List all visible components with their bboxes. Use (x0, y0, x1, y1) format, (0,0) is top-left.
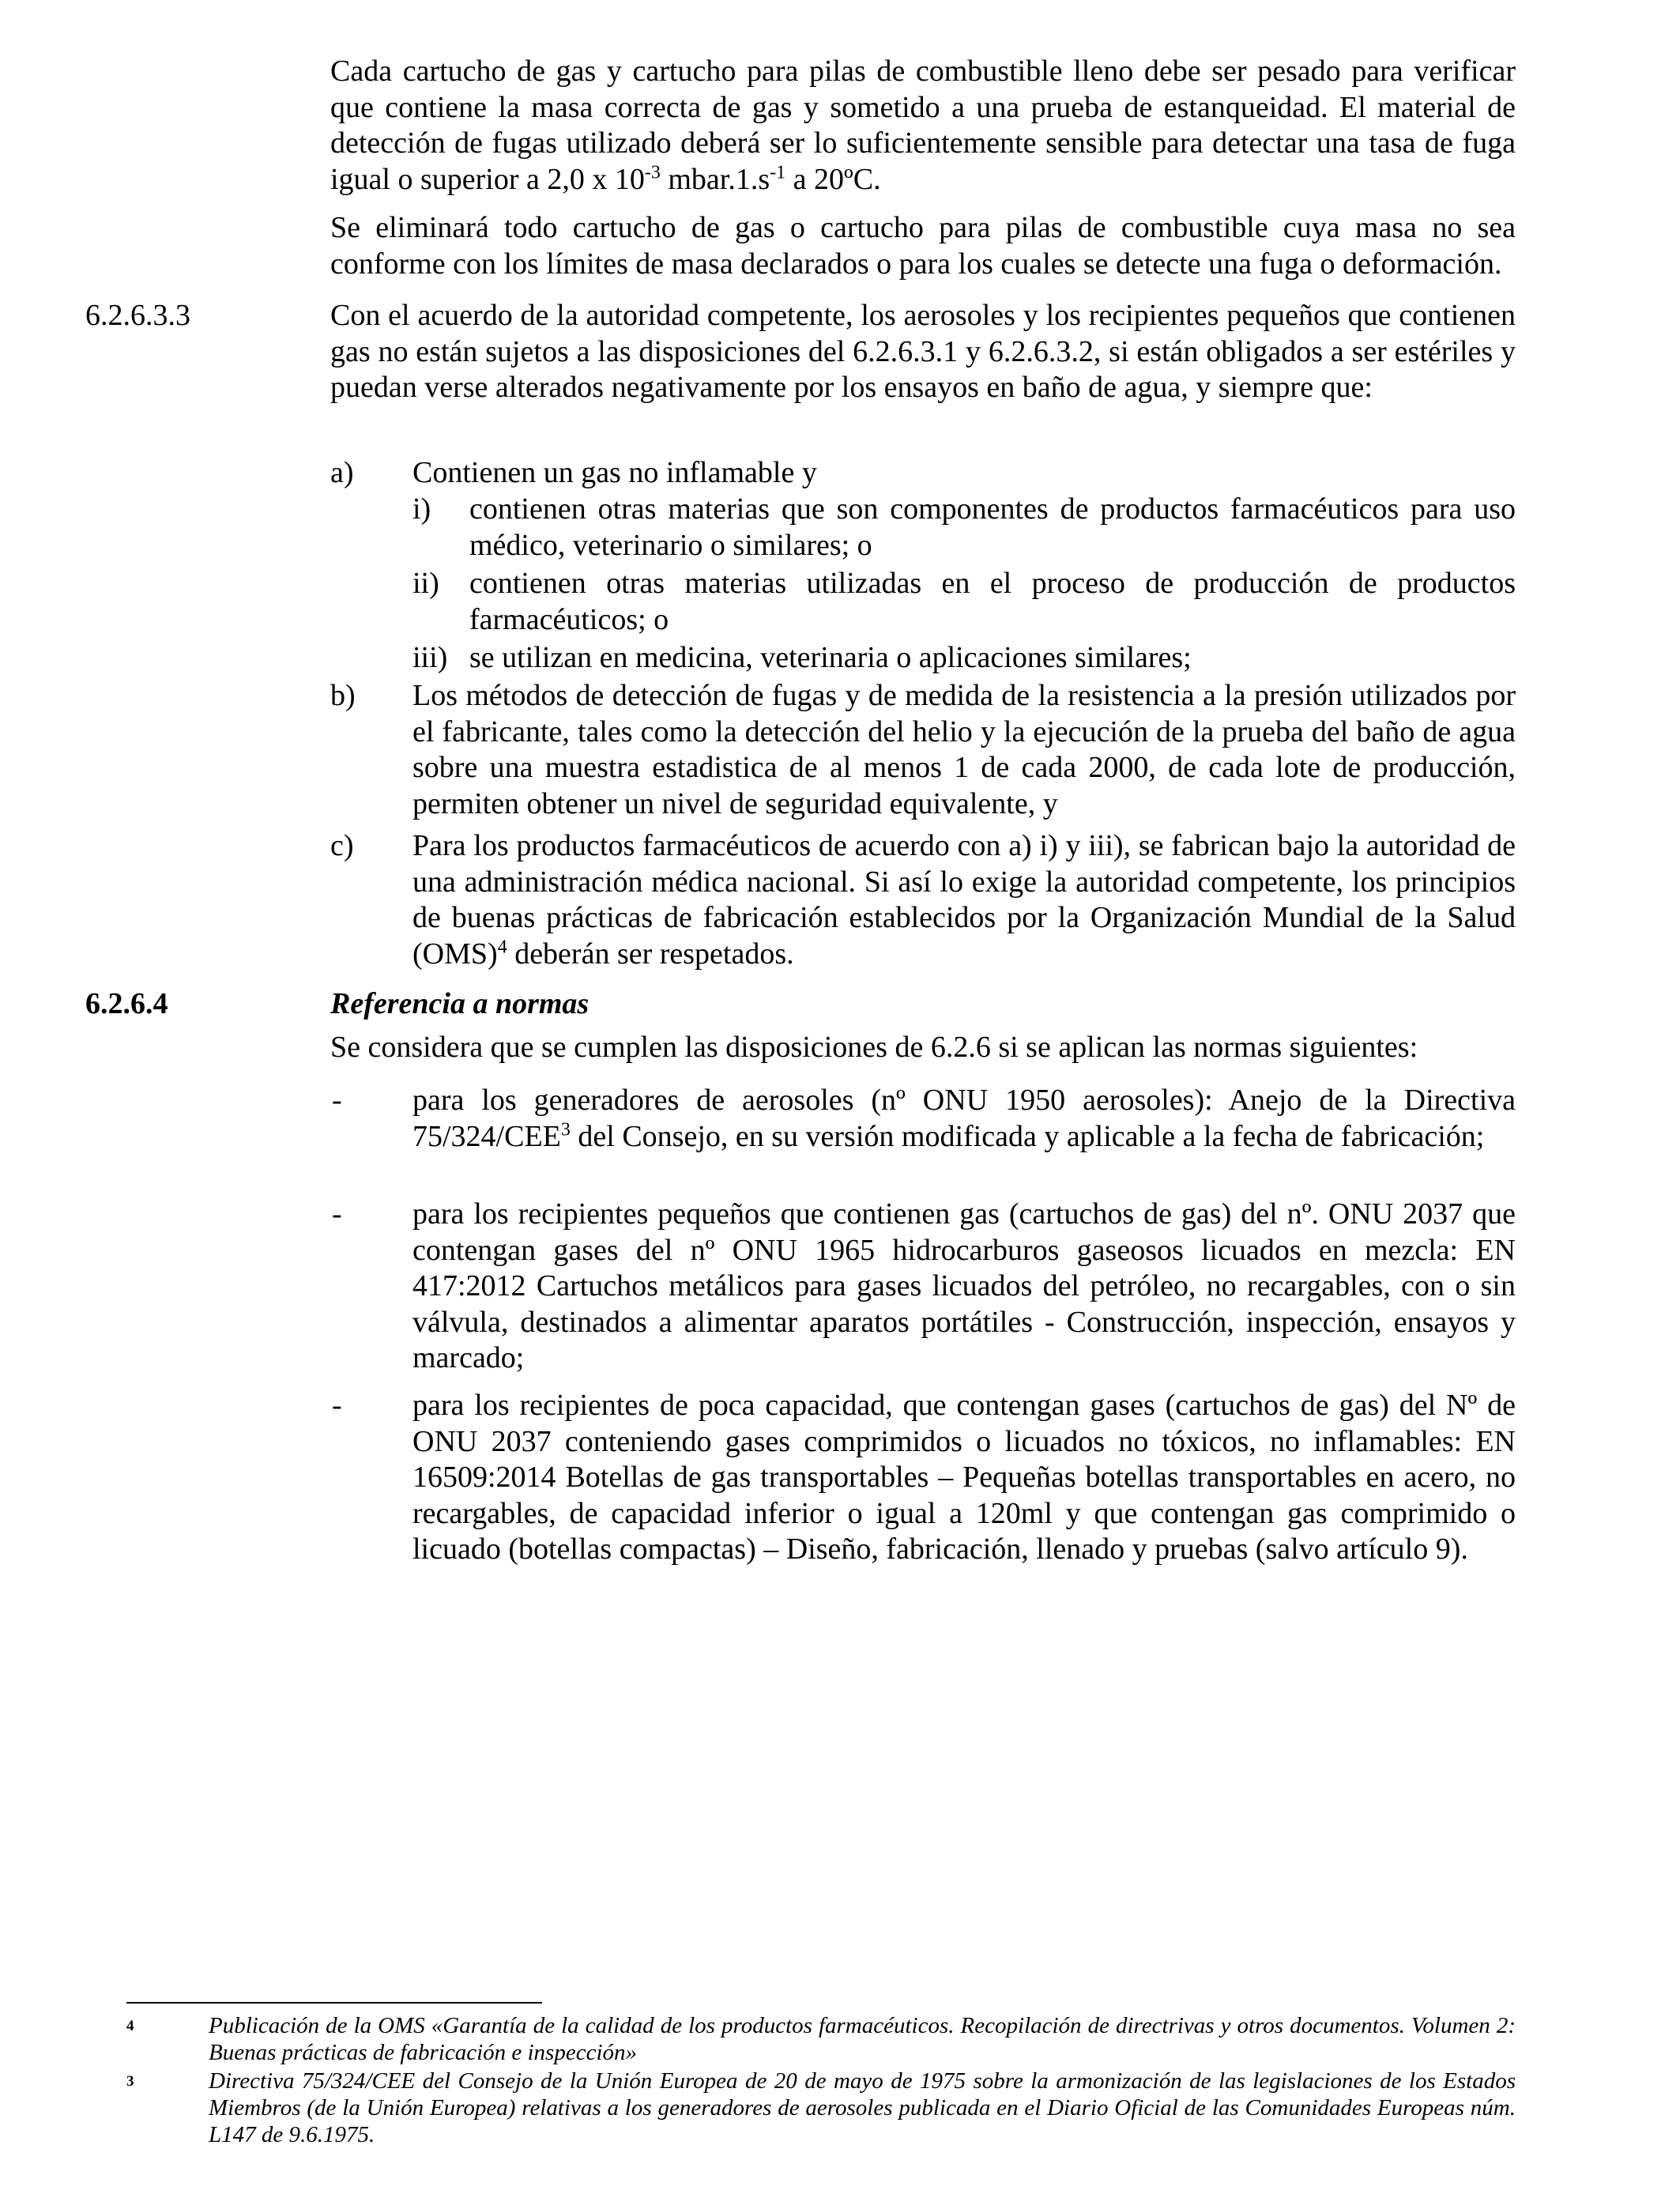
section-heading: Referencia a normas (330, 987, 590, 1020)
footnote-mark-3: 3 (126, 2073, 134, 2090)
list-item-standard-3: para los recipientes de poca capacidad, que contengan gases (cartuchos de gas) del Nº de ONU 2037 conteniendo gases comprimidos o licuados no tóxicos, no inflamables: EN 16509:2014 Botellas de gas transportables – Pequeñas botellas transportables en acero, no recargables, de capacidad inferior o igual a 120ml y que contengan gas comprimido o licuado (botellas compactas) – Diseño, fabricación, llenado y pruebas (salvo artículo 9). (412, 1389, 1516, 1566)
section-number-6-2-6-4: 6.2.6.4 (85, 987, 168, 1020)
section-number-6-2-6-3-3: 6.2.6.3.3 (85, 299, 190, 332)
list-item-standard-2: para los recipientes pequeños que contienen gas (cartuchos de gas) del nº. ONU 2037 que contengan gases del nº ONU 1965 hidrocarburos gaseosos licuados en mezcla: EN 417:2012 Cartuchos metálicos para gases licuados del petróleo, no recargables, con o sin válvula, destinados a alimentar aparatos portátiles - Construcción, inspección, ensayos y marcado; (412, 1197, 1516, 1374)
section-6-2-6-4-intro: Se considera que se cumplen las disposiciones de 6.2.6 si se aplican las normas siguientes: (330, 1031, 1418, 1064)
list-item-i: contienen otras materias que son componentes de productos farmacéuticos para uso médico, veterinario o similares; o (469, 492, 1516, 562)
list-item-c-text-2: deberán ser respetados. (507, 937, 794, 971)
list-label-c: c) (330, 829, 354, 862)
intro-p1-text: Cada cartucho de gas y cartucho para pilas de combustible lleno debe ser pesado para verificar que contiene la masa correcta de gas y sometido a una prueba de estanqueidad. El material de detección de fugas utilizado deberá ser lo suficientemente sensible para detectar una tasa de fuga igual o superior a 2,0 x 10 (330, 55, 1516, 196)
bullet-dash: - (332, 1084, 342, 1117)
footnote-4-text: Publicación de la OMS «Garantía de la calidad de los productos farmacéuticos. Recopilación de directrivas y otros documentos. Volumen 2: Buenas prácticas de fabricación e inspección» (209, 2013, 1516, 2065)
list-item-c (412, 828, 1516, 972)
footnote-ref-3: 3 (560, 1118, 571, 1140)
standard-1-text: para los generadores de aerosoles (nº ONU 1950 aerosoles): Anejo de la Directiva 75/324/CEE (412, 1084, 1516, 1153)
bullet-dash: - (332, 1197, 342, 1231)
list-item-standard-1 (412, 1083, 1516, 1155)
list-label-i: i) (412, 492, 431, 526)
list-label-b: b) (330, 679, 356, 712)
intro-p1-text-3: a 20ºC. (785, 162, 881, 196)
intro-p1-text-2: mbar.1.s (660, 162, 770, 196)
list-label-iii: iii) (412, 641, 448, 674)
intro-p1-superscript-2: -1 (770, 161, 786, 183)
list-item-c-text: Para los productos farmacéuticos de acuerdo con a) i) y iii), se fabrican bajo la autoridad de una administración médica nacional. Si así lo exige la autoridad competente, los principios de buenas prácticas de fabricación establecidos por la Organización Mundial de la Salud (OMS) (412, 829, 1516, 971)
list-label-a: a) (330, 456, 354, 489)
list-item-ii: contienen otras materias utilizadas en el proceso de producción de productos farmacéuticos; o (469, 567, 1516, 636)
intro-p1-superscript-1: -3 (644, 161, 661, 183)
footnote-ref-4: 4 (497, 936, 507, 957)
list-item-b: Los métodos de detección de fugas y de medida de la resistencia a la presión utilizados por el fabricante, tales como la detección del helio y la ejecución de la prueba del baño de agua sobre una muestra estadistica de al menos 1 de cada 2000, de cada lote de producción, permiten obtener un nivel de seguridad equivalente, y (412, 679, 1516, 820)
list-label-ii: ii) (412, 567, 439, 600)
bullet-dash: - (332, 1389, 342, 1422)
list-item-iii: se utilizan en medicina, veterinaria o aplicaciones similares; (469, 641, 1192, 674)
intro-paragraph-1 (330, 54, 1516, 198)
footnote-3-text: Directiva 75/324/CEE del Consejo de la Unión Europea de 20 de mayo de 1975 sobre la armonización de las legislaciones de los Estados Miembros (de la Unión Europea) relativas a los generadores de aerosoles publicada en el Diario Oficial de las Comunidades Europeas núm. L147 de 9.6.1975. (209, 2068, 1516, 2147)
standard-1-text-2: del Consejo, en su versión modificada y aplicable a la fecha de fabricación; (570, 1119, 1485, 1153)
intro-paragraph-2: Se eliminará todo cartucho de gas o cartucho para pilas de combustible cuya masa no sea conforme con los límites de masa declarados o para los cuales se detecte una fuga o deformación. (330, 211, 1516, 281)
footnote-mark-4: 4 (126, 2018, 134, 2034)
footnote-separator (126, 2002, 542, 2004)
list-item-a: Contienen un gas no inflamable y (412, 456, 817, 489)
section-6-2-6-3-3-text: Con el acuerdo de la autoridad competente, los aerosoles y los recipientes pequeños que contienen gas no están sujetos a las disposiciones del 6.2.6.3.1 y 6.2.6.3.2, si están obligados a ser estériles y puedan verse alterados negativamente por los ensayos en baño de agua, y siempre que: (330, 299, 1516, 404)
